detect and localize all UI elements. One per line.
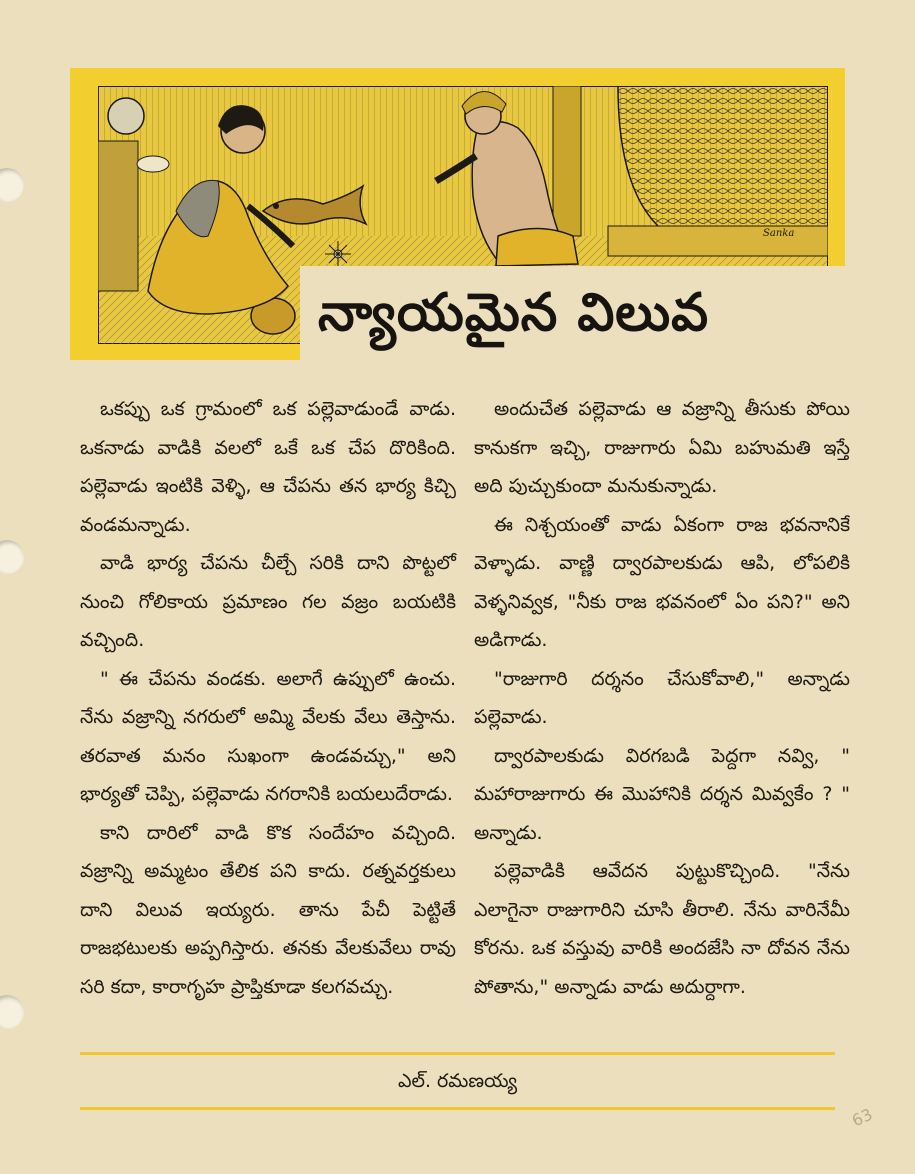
text-column-left (80, 390, 456, 1006)
divider-bottom (80, 1107, 835, 1110)
paragraph: " ఈ చేపను వండకు. అలాగే ఉప్పులో ఉంచు. నేను వజ్రాన్ని నగరులో అమ్మి వేలకు వేలు తెస్తాను. తరవాత మనం సుఖంగా ఉండవచ్చు," అని భార్యతో చెప్పి, పల్లెవాడు నగరానికి బయలుదేరాడు. (80, 667, 456, 805)
paragraph: ఈ నిశ్చయంతో వాడు ఏకంగా రాజ భవనానికే వెళ్ళాడు. వాణ్ణి ద్వారపాలకుడు ఆపి, లోపలికి వెళ్ళనివ్వక, "నీకు రాజ భవనంలో ఏం పని?" అని అడిగాడు. (474, 513, 850, 651)
binding-hole (0, 168, 24, 202)
paragraph: వాడి భార్య చేపను చీల్చే సరికి దాని పొట్టలో నుంచి గోలికాయ ప్రమాణం గల వజ్రం బయటికి వచ్చింది. (80, 552, 456, 651)
story-title: న్యాయమైన విలువ (318, 282, 710, 343)
paragraph: కాని దారిలో వాడి కొక సందేహం వచ్చింది. వజ్రాన్ని అమ్మటం తేలిక పని కాదు. రత్నవర్తకులు దాని విలువ ఇయ్యరు. తాను పేచీ పెట్టితే రాజభటులకు అప్పగిస్తారు. తనకు వేలకువేలు రావు సరి కదా, కారాగృహ ప్రాప్తికూడా కలగవచ్చు. (80, 821, 456, 998)
paragraph: ద్వారపాలకుడు విరగబడి పెద్దగా నవ్వి, " మహారాజుగారు ఈ మొహానికి దర్శన మివ్వకేం ? " అన్నాడు. (474, 744, 850, 844)
divider-top (80, 1052, 835, 1055)
paragraph: "రాజుగారి దర్శనం చేసుకోవాలి," అన్నాడు పల్లెవాడు. (474, 667, 850, 728)
author-byline: ఎల్. రమణయ్య (397, 1070, 518, 1092)
page-number: 63 (848, 1104, 876, 1131)
binding-hole (0, 540, 24, 574)
paragraph: పల్లెవాడికి ఆవేదన పుట్టుకొచ్చింది. "నేను ఎలాగైనా రాజుగారిని చూసి తీరాలి. నేను వారినేమీ కోరను. ఒక వస్తువు వారికి అందజేసి నా దోవన నేను పోతాను," అన్నాడు వాడు అదుర్దాగా. (474, 860, 850, 998)
paragraph: ఒకప్పు ఒక గ్రామంలో ఒక పల్లెవాడుండే వాడు. ఒకనాడు వాడికి వలలో ఒకే ఒక చేప దొరికింది. పల్లెవాడు ఇంటికి వెళ్ళి, ఆ చేపను తన భార్య కిచ్చి వండమన్నాడు. (80, 398, 456, 536)
paragraph: అందుచేత పల్లెవాడు ఆ వజ్రాన్ని తీసుకు పోయి కానుకగా ఇచ్చి, రాజుగారు ఏమి బహుమతి ఇస్తే అది పుచ్చుకుందా మనుకున్నాడు. (474, 398, 850, 497)
binding-hole (0, 995, 24, 1029)
text-column-right (474, 390, 850, 1006)
artist-signature: Sanka (763, 228, 795, 239)
